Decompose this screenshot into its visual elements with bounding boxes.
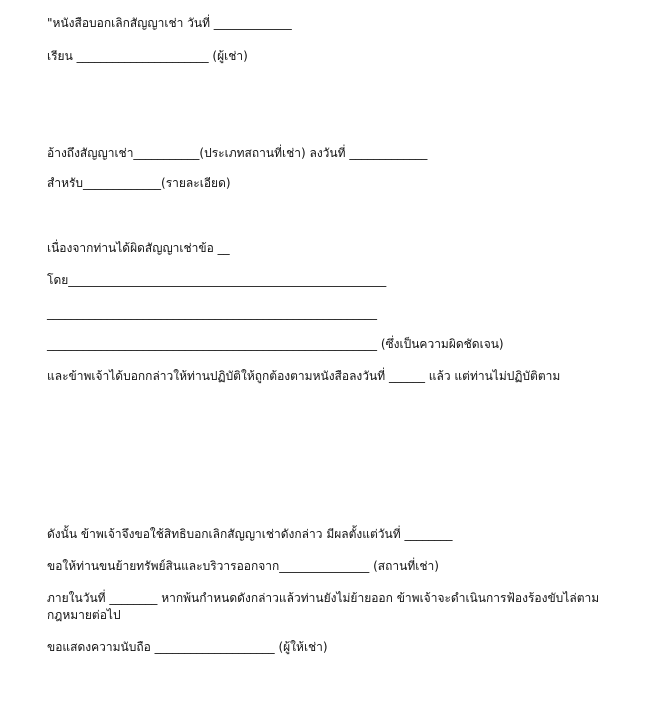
blank-line-end: _______________________________________________________ (ซึ่งเป็นความผิดชัดเจน) (47, 337, 504, 351)
reference-line: อ้างถึงสัญญาเช่า___________(ประเภทสถานที่เช่า) ลงวันที่ _____________ (47, 146, 428, 160)
deadline-paragraph: ภายในวันที่ ________ หากพ้นกำหนดดังกล่าวแล้วท่านยังไม่ย้ายออก ข้าพเจ้าจะดำเนินการฟ้องร้องขับไล่ตามกฎหมายต่อไป (47, 591, 600, 622)
document-title-line: "หนังสือบอกเลิกสัญญาเช่า วันที่ _____________ (47, 16, 292, 30)
breach-clause-line: เนื่องจากท่านได้ผิดสัญญาเช่าข้อ __ (47, 241, 230, 255)
notice-line: และข้าพเจ้าได้บอกกล่าวให้ท่านปฏิบัติให้ถูกต้องตามหนังสือลงวันที่ ______ แล้ว แต่ท่านไม่ปฏิบัติตาม (47, 369, 561, 383)
termination-line: ดังนั้น ข้าพเจ้าจึงขอใช้สิทธิบอกเลิกสัญญาเช่าดังกล่าว มีผลตั้งแต่วันที่ ________ (47, 527, 453, 541)
blank-line: _______________________________________________________ (47, 306, 377, 320)
closing-line: ขอแสดงความนับถือ ____________________ (ผู้ให้เช่า) (47, 640, 328, 654)
for-line: สำหรับ_____________(รายละเอียด) (47, 176, 231, 190)
vacate-line: ขอให้ท่านขนย้ายทรัพย์สินและบริวารออกจาก_______________ (สถานที่เช่า) (47, 559, 439, 573)
recipient-line: เรียน ______________________ (ผู้เช่า) (47, 49, 248, 63)
by-line: โดย_____________________________________________________ (47, 273, 387, 287)
